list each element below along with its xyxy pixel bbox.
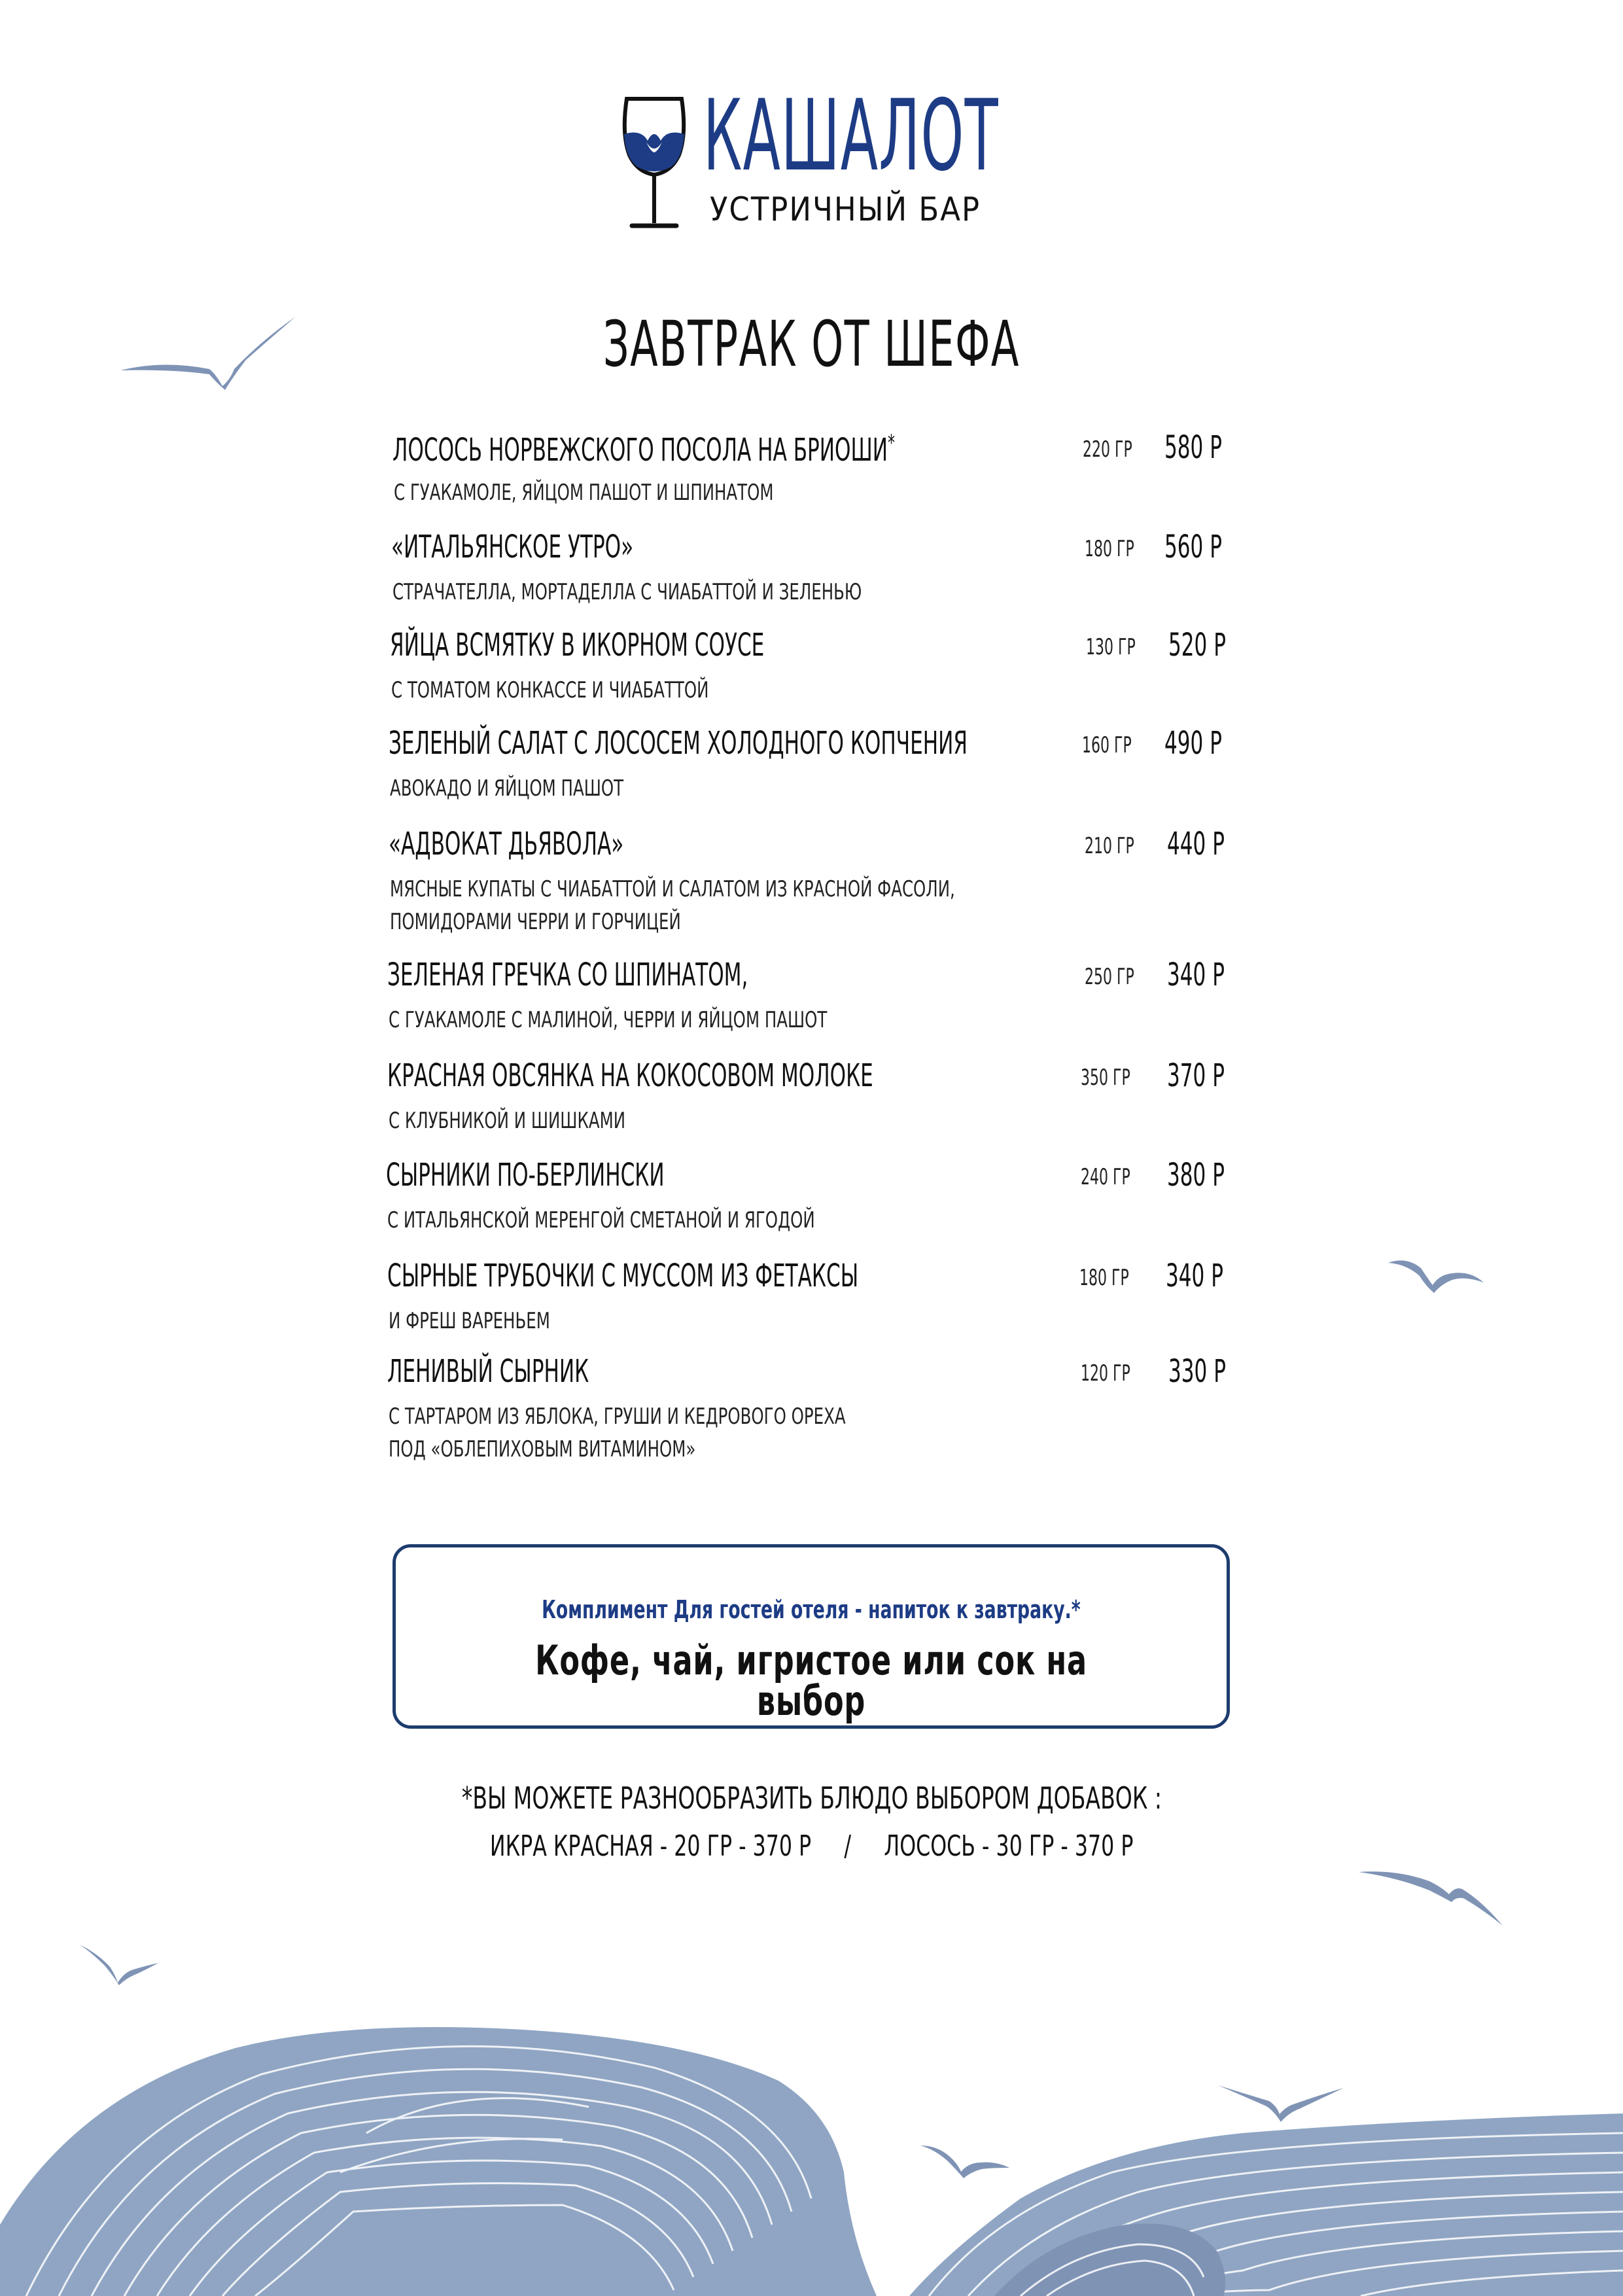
- menu-item-name: ЗЕЛЕНЫЙ САЛАТ С ЛОСОСЕМ ХОЛОДНОГО КОПЧЕНИЯ: [389, 725, 968, 762]
- whale-wave-illustration: [0, 2002, 1623, 2296]
- menu-item-weight: 160 ГР: [1082, 732, 1132, 758]
- menu-item-price: 490 Р: [1164, 725, 1222, 762]
- seagull-icon: [1387, 1256, 1485, 1296]
- menu-item-name: ЯЙЦА ВСМЯТКУ В ИКОРНОМ СОУСЕ: [390, 627, 765, 663]
- menu-item-name: СЫРНИКИ ПО-БЕРЛИНСКИ: [386, 1157, 665, 1193]
- menu-item-description: И ФРЕШ ВАРЕНЬЕМ: [389, 1308, 550, 1334]
- menu-item-name: ЛОСОСЬ НОРВЕЖСКОГО ПОСОЛА НА БРИОШИ*: [393, 430, 896, 468]
- menu-item-weight: 180 ГР: [1085, 536, 1134, 562]
- menu-item-weight: 350 ГР: [1081, 1065, 1130, 1091]
- compliment-box: [393, 1544, 1230, 1729]
- menu-item-description: МЯСНЫЕ КУПАТЫ С ЧИАБАТТОЙ И САЛАТОМ ИЗ КРАСНОЙ ФАСОЛИ, ПОМИДОРАМИ ЧЕРРИ И ГОРЧИЦЕЙ: [390, 876, 955, 935]
- menu-item-description: АВОКАДО И ЯЙЦОМ ПАШОТ: [390, 775, 624, 802]
- wine-glass-whale-tail-icon: [615, 95, 693, 232]
- menu-item-price: 580 Р: [1164, 429, 1222, 466]
- seagull-icon: [79, 1943, 160, 1986]
- menu-item-weight: 250 ГР: [1085, 964, 1134, 990]
- menu-item-price: 380 Р: [1167, 1157, 1225, 1193]
- menu-item-description: С ГУАКАМОЛЕ С МАЛИНОЙ, ЧЕРРИ И ЯЙЦОМ ПАШОТ: [389, 1007, 828, 1033]
- addons-footnote: *ВЫ МОЖЕТЕ РАЗНООБРАЗИТЬ БЛЮДО ВЫБОРОМ ДОБАВОК :: [461, 1780, 1162, 1816]
- seagull-icon: [1357, 1868, 1505, 1927]
- menu-item-price: 440 Р: [1167, 826, 1225, 862]
- menu-item-price: 340 Р: [1166, 1258, 1223, 1294]
- menu-item-price: 560 Р: [1164, 529, 1222, 565]
- menu-item-price: 370 Р: [1167, 1057, 1225, 1094]
- page-title: ЗАВТРАК ОТ ШЕФА: [602, 308, 1021, 381]
- menu-item-weight: 180 ГР: [1079, 1265, 1129, 1291]
- menu-item-description: С ТОМАТОМ КОНКАССЕ И ЧИАБАТТОЙ: [391, 677, 709, 703]
- brand-logo: [615, 79, 1021, 232]
- compliment-note: Комплимент Для гостей отеля - напиток к завтраку.*: [542, 1595, 1081, 1624]
- menu-item-name: СЫРНЫЕ ТРУБОЧКИ С МУССОМ ИЗ ФЕТАКСЫ: [387, 1258, 859, 1294]
- menu-item-description: С ТАРТАРОМ ИЗ ЯБЛОКА, ГРУШИ И КЕДРОВОГО ОРЕХА ПОД «ОБЛЕПИХОВЫМ ВИТАМИНОМ»: [389, 1404, 846, 1462]
- asterisk-mark: *: [888, 430, 896, 456]
- brand-subtitle: УСТРИЧНЫЙ БАР: [710, 190, 981, 228]
- menu-item-description: СТРАЧАТЕЛЛА, МОРТАДЕЛЛА С ЧИАБАТТОЙ И ЗЕЛЕНЬЮ: [393, 579, 862, 605]
- menu-item-weight: 210 ГР: [1085, 833, 1134, 859]
- menu-item-price: 340 Р: [1167, 957, 1225, 993]
- menu-item-price: 330 Р: [1168, 1353, 1226, 1390]
- menu-item-name: ЛЕНИВЫЙ СЫРНИК: [387, 1353, 589, 1390]
- menu-item-description: С ИТАЛЬЯНСКОЙ МЕРЕНГОЙ СМЕТАНОЙ И ЯГОДОЙ: [387, 1207, 815, 1233]
- menu-item-name: ЗЕЛЕНАЯ ГРЕЧКА СО ШПИНАТОМ,: [387, 957, 748, 993]
- menu-item-name: «АДВОКАТ ДЬЯВОЛА»: [389, 826, 624, 862]
- seagull-icon: [118, 314, 301, 393]
- addons-list: ИКРА КРАСНАЯ - 20 ГР - 370 Р / ЛОСОСЬ - 30 ГР - 370 Р: [489, 1829, 1134, 1863]
- menu-item-weight: 220 ГР: [1083, 436, 1132, 463]
- menu-item-price: 520 Р: [1168, 627, 1226, 663]
- brand-name: КАШАЛОТ: [703, 79, 999, 193]
- menu-item-weight: 240 ГР: [1081, 1164, 1130, 1190]
- menu-item-description: С ГУАКАМОЛЕ, ЯЙЦОМ ПАШОТ И ШПИНАТОМ: [394, 480, 774, 506]
- menu-item-description: С КЛУБНИКОЙ И ШИШКАМИ: [389, 1108, 626, 1134]
- menu-item-weight: 130 ГР: [1086, 634, 1136, 660]
- menu-item-weight: 120 ГР: [1081, 1360, 1130, 1386]
- menu-item-name: КРАСНАЯ ОВСЯНКА НА КОКОСОВОМ МОЛОКЕ: [387, 1057, 873, 1094]
- menu-item-name: «ИТАЛЬЯНСКОЕ УТРО»: [391, 529, 634, 565]
- compliment-offer: Кофе, чай, игристое или сок на выбор: [535, 1636, 1087, 1725]
